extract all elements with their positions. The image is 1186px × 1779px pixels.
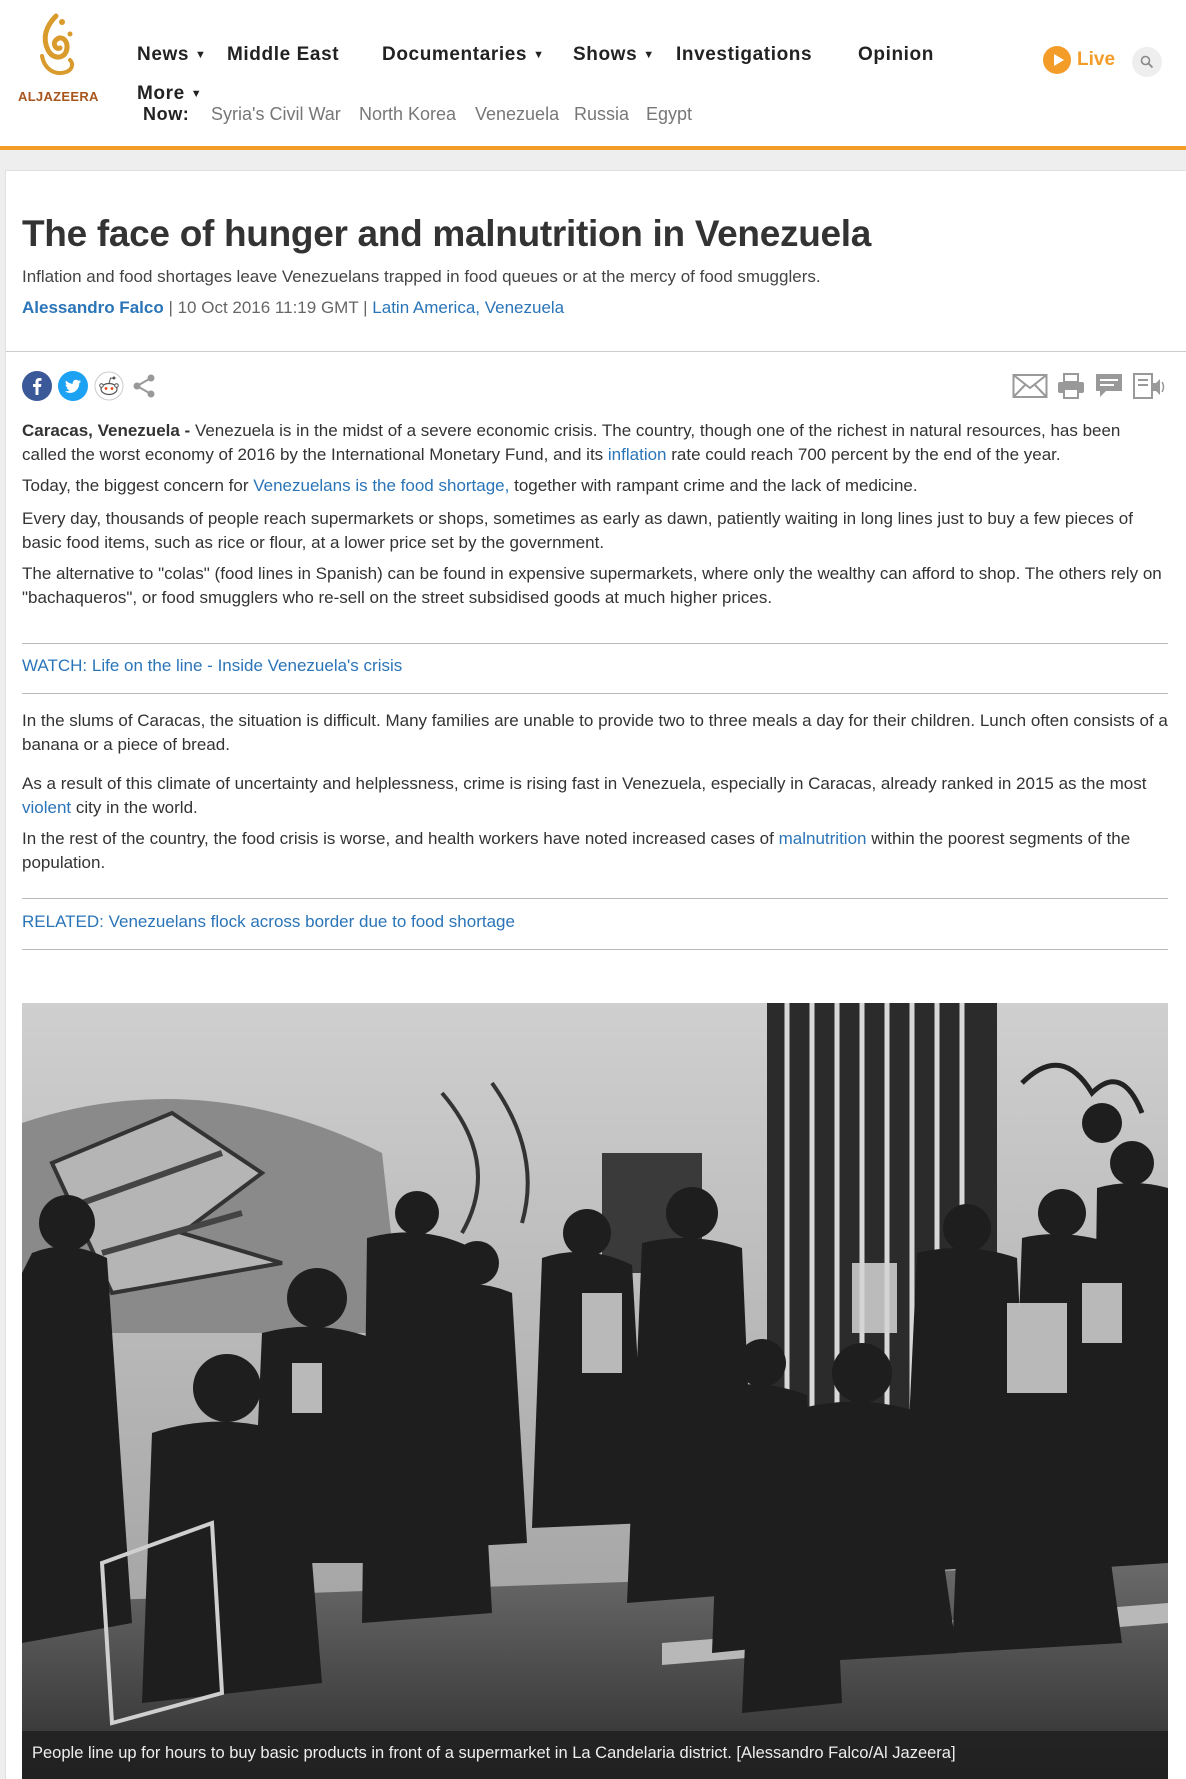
chevron-down-icon: ▼ [190, 88, 203, 100]
article-container [5, 170, 1186, 1779]
watch-link[interactable]: WATCH: Life on the line - Inside Venezuela's crisis [22, 656, 403, 675]
comment-icon[interactable] [1094, 371, 1124, 401]
article-tools [1004, 371, 1166, 401]
paragraph-5: In the slums of Caracas, the situation is difficult. Many families are unable to provide two to three meals a day for their children. Lunch often consists of a banana or a piece of bread. [22, 711, 1168, 754]
divider [22, 949, 1168, 950]
nav-documentaries[interactable] [382, 44, 545, 66]
paragraph-2-text-a: Today, the biggest concern for [22, 476, 249, 495]
reddit-icon[interactable] [94, 371, 124, 401]
paragraph-3: Every day, thousands of people reach supermarkets or shops, sometimes as early as dawn, patiently waiting in long lines just to buy a few pieces of basic food items, such as rice or flour, at a lower price set by the government. [22, 509, 1133, 552]
article-photo [22, 1003, 1168, 1779]
category-links[interactable]: Latin America, Venezuela [372, 298, 565, 317]
photo-caption-bar [22, 1731, 1168, 1779]
logo-wordmark: ALJAZEERA [18, 89, 99, 104]
now-item-syria[interactable]: Syria's Civil War [211, 104, 341, 124]
now-item-egypt[interactable]: Egypt [646, 104, 693, 124]
nav-more[interactable] [137, 83, 202, 105]
facebook-icon[interactable] [22, 371, 52, 401]
publish-date: 10 Oct 2016 11:19 GMT [177, 298, 359, 317]
print-icon[interactable] [1056, 371, 1086, 401]
link-malnutrition[interactable]: malnutrition [778, 829, 867, 848]
nav-opinion-label: Opinion [858, 44, 934, 65]
article-title: The face of hunger and malnutrition in Venezuela [22, 213, 872, 254]
article-subtitle: Inflation and food shortages leave Venezuelans trapped in food queues or at the mercy of food smugglers. [22, 267, 821, 286]
divider [22, 643, 1168, 644]
divider [22, 898, 1168, 899]
paragraph-6-text-a: As a result of this climate of uncertainty and helplessness, crime is rising fast in Venezuela, especially in Caracas, already ranked in 2015 as the most [22, 774, 1147, 793]
byline [22, 298, 564, 318]
paragraph-1 [22, 419, 1168, 467]
byline-separator: | [168, 298, 178, 317]
nav-opinion[interactable] [858, 44, 934, 66]
nav-news-label: News [137, 44, 190, 65]
paragraph-7-text-b: within the poorest segments of the population. [22, 829, 1131, 872]
nav-investigations[interactable] [676, 44, 812, 66]
paragraph-4: The alternative to "colas" (food lines in Spanish) can be found in expensive supermarkets, where only the wealthy can afford to shop. The others rely on "bachaqueros", or food smugglers who re-sell on the street subsidised goods at much higher prices. [22, 564, 1162, 607]
nav-middle-east[interactable] [227, 44, 339, 66]
divider [6, 351, 1186, 352]
paragraph-1-text-a: Venezuela is in the midst of a severe economic crisis. The country, though one of the richest in natural resources, has been called the worst economy of 2016 by the International Monetary Fund, and its [22, 421, 1121, 464]
play-icon [1043, 46, 1071, 74]
paragraph-6 [22, 772, 1168, 820]
paragraph-2 [22, 474, 1168, 498]
chevron-down-icon: ▼ [533, 49, 545, 61]
now-item-venezuela[interactable]: Venezuela [475, 104, 560, 124]
aljazeera-logo[interactable] [12, 12, 100, 112]
paragraph-1-text-b: rate could reach 700 percent by the end of the year. [671, 445, 1061, 464]
dateline: Caracas, Venezuela - [22, 421, 191, 440]
byline-separator: | [363, 298, 373, 317]
nav-news[interactable] [137, 44, 207, 66]
search-button[interactable] [1132, 47, 1162, 77]
search-icon [1140, 55, 1154, 69]
now-item-north-korea[interactable]: North Korea [359, 104, 457, 124]
paragraph-2-text-b: together with rampant crime and the lack of medicine. [514, 476, 918, 495]
nav-more-label: More [137, 83, 185, 104]
paragraph-6-text-b: city in the world. [75, 798, 198, 817]
nav-middle-east-label: Middle East [227, 44, 340, 65]
nav-shows-label: Shows [573, 44, 638, 65]
now-label: Now: [143, 104, 190, 124]
link-food-shortage[interactable]: Venezuelans is the food shortage, [253, 476, 510, 495]
photo-queue-image [22, 1003, 1168, 1779]
link-inflation[interactable]: inflation [607, 445, 667, 464]
site-header [0, 0, 1186, 150]
share-icon[interactable] [130, 372, 158, 400]
nav-shows[interactable] [573, 44, 655, 66]
photo-caption: People line up for hours to buy basic products in front of a supermarket in La Candelaria district. [Alessandro Falco/Al Jazeera] [32, 1744, 956, 1762]
nav-documentaries-label: Documentaries [382, 44, 528, 65]
share-bar [22, 371, 164, 401]
related-link[interactable]: RELATED: Venezuelans flock across border due to food shortage [22, 912, 515, 931]
link-violent[interactable]: violent [22, 798, 72, 817]
nav-investigations-label: Investigations [676, 44, 813, 65]
paragraph-7-text-a: In the rest of the country, the food crisis is worse, and health workers have noted increased cases of [22, 829, 774, 848]
author-link[interactable]: Alessandro Falco [22, 298, 164, 317]
now-item-russia[interactable]: Russia [574, 104, 630, 124]
chevron-down-icon: ▼ [643, 49, 655, 61]
logo-emblem-icon [32, 12, 80, 84]
listen-audio-icon[interactable] [1132, 371, 1166, 401]
live-button[interactable] [1043, 46, 1115, 74]
live-label: Live [1077, 49, 1116, 70]
twitter-icon[interactable] [58, 371, 88, 401]
divider [22, 693, 1168, 694]
paragraph-7 [22, 827, 1168, 875]
chevron-down-icon: ▼ [195, 49, 207, 61]
email-icon[interactable] [1012, 372, 1048, 400]
